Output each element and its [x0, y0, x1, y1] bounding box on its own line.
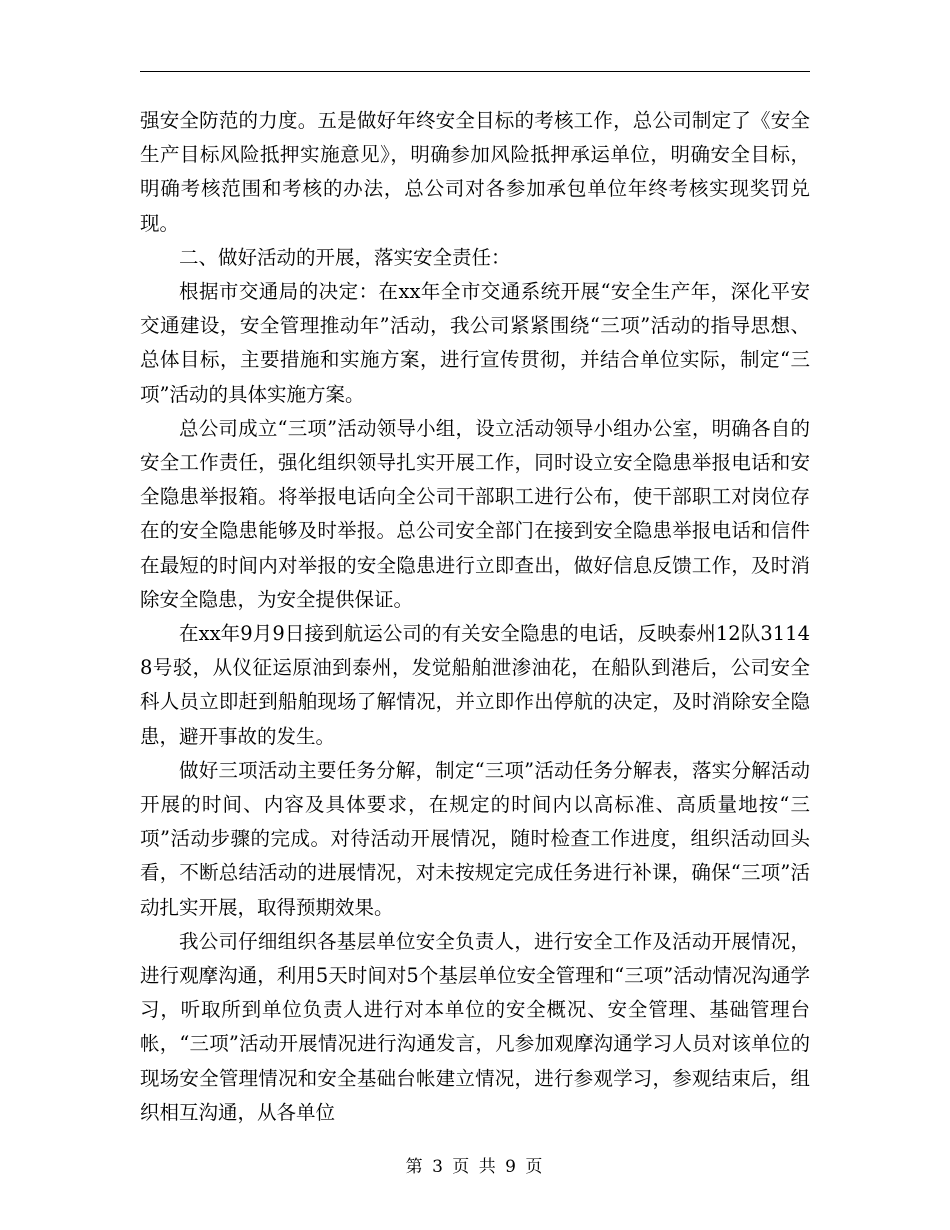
paragraph-2-section-heading: 二、做好活动的开展，落实安全责任： [179, 245, 511, 269]
document-body [140, 104, 810, 1130]
page-number-footer: 第 3 页 共 9 页 [405, 1157, 545, 1177]
paragraph-1: 强安全防范的力度。五是做好年终安全目标的考核工作，总公司制定了《安全生产目标风险抵押实施意见》，明确参加风险抵押承运单位，明确安全目标，明确考核范围和考核的办法，总公司对各参加承包单位年终考核实现奖罚兑现。 [140, 109, 810, 235]
paragraph-7: 我公司仔细组织各基层单位安全负责人，进行安全工作及活动开展情况，进行观摩沟通，利用5天时间对5个基层单位安全管理和“三项”活动情况沟通学习，听取所到单位负责人进行对本单位的安全概况、安全管理、基础管理台帐，“三项”活动开展情况进行沟通发言，凡参加观摩沟通学习人员对该单位的现场安全管理情况和安全基础台帐建立情况，进行参观学习，参观结束后，组织相互沟通，从各单位 [140, 929, 810, 1124]
header-rule [140, 71, 810, 72]
paragraph-5: 在xx年9月9日接到航运公司的有关安全隐患的电话，反映泰州12队31148号驳，从仪征运原油到泰州，发觉船舶泄渗油花，在船队到港后，公司安全科人员立即赶到船舶现场了解情况，并立即作出停航的决定，及时消除安全隐患，避开事故的发生。 [140, 622, 810, 748]
paragraph-3: 根据市交通局的决定：在xx年全市交通系统开展“安全生产年，深化平安交通建设，安全管理推动年”活动，我公司紧紧围绕“三项”活动的指导思想、总体目标，主要措施和实施方案，进行宣传贯彻，并结合单位实际，制定“三项”活动的具体实施方案。 [140, 280, 810, 406]
paragraph-6: 做好三项活动主要任务分解，制定“三项”活动任务分解表，落实分解活动开展的时间、内容及具体要求，在规定的时间内以高标准、高质量地按“三项”活动步骤的完成。对待活动开展情况，随时检查工作进度，组织活动回头看，不断总结活动的进展情况，对未按规定完成任务进行补课，确保“三项”活动扎实开展，取得预期效果。 [140, 758, 810, 919]
paragraph-4: 总公司成立“三项”活动领导小组，设立活动领导小组办公室，明确各自的安全工作责任，强化组织领导扎实开展工作，同时设立安全隐患举报电话和安全隐患举报箱。将举报电话向全公司干部职工进行公布，使干部职工对岗位存在的安全隐患能够及时举报。总公司安全部门在接到安全隐患举报电话和信件在最短的时间内对举报的安全隐患进行立即查出，做好信息反馈工作，及时消除安全隐患，为安全提供保证。 [140, 416, 810, 611]
